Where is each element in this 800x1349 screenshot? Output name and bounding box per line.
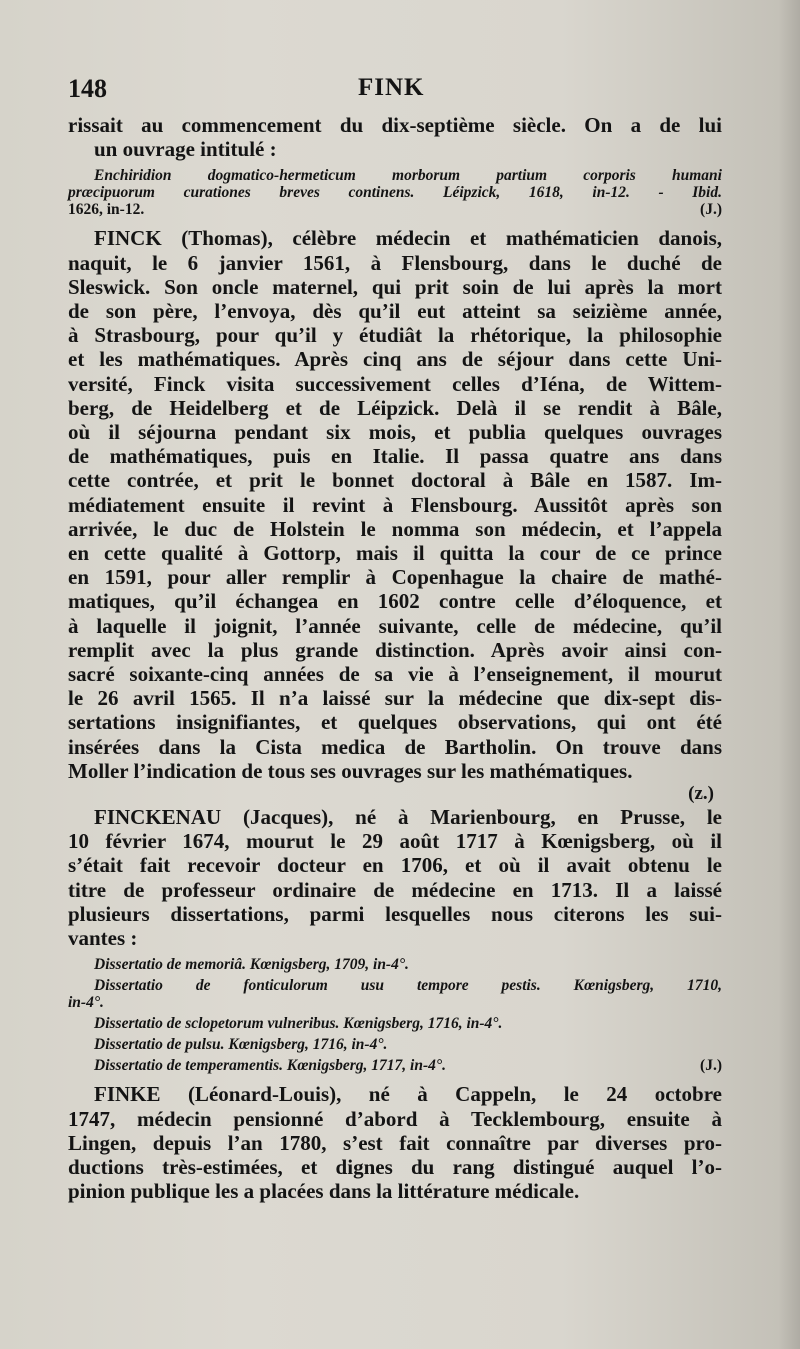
finck-line: berg, de Heidelberg et de Léipzick. Delà il se rendit à Bâle, xyxy=(68,395,722,420)
finck-line: en 1591, pour aller remplir à Copenhague la chaire de mathé- xyxy=(68,565,722,590)
finckenau-line: FINCKENAU (Jacques), né à Marienbourg, en Prusse, le xyxy=(94,805,722,830)
finckenau-line: plusieurs dissertations, parmi lesquelles nous citerons les sui- xyxy=(68,901,722,926)
finke-line: FINKE (Léonard-Louis), né à Cappeln, le 24 octobre xyxy=(94,1082,722,1107)
finck-line: arrivée, le duc de Holstein le nomma son médecin, et l’appela xyxy=(68,516,722,541)
finck-line: sacré soixante-cinq années de sa vie à l’enseignement, il mourut xyxy=(68,662,722,687)
intro-line: un ouvrage intitulé : xyxy=(94,137,277,162)
finckenau-line: s’était fait recevoir docteur en 1706, et où il avait obtenu le xyxy=(68,853,722,878)
finck-line: Sleswick. Son oncle maternel, qui prit soin de lui après la mort xyxy=(68,274,722,299)
finck-line: en cette qualité à Gottorp, mais il quitta la cour de ce prince xyxy=(68,541,722,566)
finck-line: et les mathématiques. Après cinq ans de séjour dans cette Uni- xyxy=(68,347,722,372)
finck-line: où il séjourna pendant six mois, et publia quelques ouvrages xyxy=(68,420,722,445)
finck-line: versité, Finck visita successivement celles d’Iéna, de Wittem- xyxy=(68,371,722,396)
reference-line: Enchiridion dogmatico-hermeticum morborum partium corporis humani xyxy=(94,167,722,185)
finckenau-line: 10 février 1674, mourut le 29 août 1717 à Kœnigsberg, où il xyxy=(68,829,722,854)
finke-line: ductions très-estimées, et dignes du rang distingué auquel l’o- xyxy=(68,1154,722,1179)
page-number: 148 xyxy=(68,74,107,103)
reference-text: Dissertatio de temperamentis. Kœnigsberg, 1717, in-4°. xyxy=(94,1057,446,1075)
finckenau-line: titre de professeur ordinaire de médecine en 1713. Il a laissé xyxy=(68,877,722,902)
reference-line: in-4°. xyxy=(68,994,104,1012)
reference-line: Dissertatio de fonticulorum usu tempore pestis. Kœnigsberg, 1710, xyxy=(94,977,722,995)
finke-line: Lingen, depuis l’an 1780, s’est fait connaître par diverses pro- xyxy=(68,1130,722,1155)
finck-line: de son père, l’envoya, dès qu’il eut atteint sa seizième année, xyxy=(68,299,722,324)
finck-line: cette contrée, et prit le bonnet doctoral à Bâle en 1587. Im- xyxy=(68,468,722,493)
finck-line: Moller l’indication de tous ses ouvrages sur les mathématiques. xyxy=(68,758,633,783)
page-body xyxy=(68,113,722,1203)
finck-line: naquit, le 6 janvier 1561, à Flensbourg, dans le duché de xyxy=(68,250,722,275)
author-mark: (J.) xyxy=(700,1057,722,1075)
reference-line xyxy=(68,1057,722,1074)
reference-line: præcipuorum curationes breves continens. Léipzick, 1618, in-12. - Ibid. xyxy=(68,184,722,202)
reference-line xyxy=(68,201,722,218)
finck-line: médiatement ensuite il revint à Flensbourg. Aussitôt après son xyxy=(68,492,722,517)
finck-line: à Strasbourg, pour qu’il y étudiât la rhétorique, la philosophie xyxy=(68,323,722,348)
finck-line: FINCK (Thomas), célèbre médecin et mathématicien danois, xyxy=(94,226,722,251)
reference-line: Dissertatio de pulsu. Kœnigsberg, 1716, in-4°. xyxy=(94,1036,388,1054)
reference-line: Dissertatio de memoriâ. Kœnigsberg, 1709, in-4°. xyxy=(94,956,409,974)
finck-line: de mathématiques, puis en Italie. Il passa quatre ans dans xyxy=(68,444,722,469)
finck-line: insérées dans la Cista medica de Bartholin. On trouve dans xyxy=(68,734,722,759)
finck-line: sertations insignifiantes, et quelques observations, qui ont été xyxy=(68,710,722,735)
page-edge-shadow xyxy=(778,0,800,1349)
finke-line: 1747, médecin pensionné d’abord à Tecklembourg, ensuite à xyxy=(68,1106,722,1131)
finck-line: remplit avec la plus grande distinction. Après avoir ainsi con- xyxy=(68,637,722,662)
finck-line: le 26 avril 1565. Il n’a laissé sur la médecine que dix-sept dis- xyxy=(68,686,722,711)
finke-line: pinion publique les a placées dans la littérature médicale. xyxy=(68,1179,580,1204)
author-mark: (z.) xyxy=(688,783,714,805)
finck-line: à laquelle il joignit, l’année suivante, celle de médecine, qu’il xyxy=(68,613,722,638)
reference-text: 1626, in-12. xyxy=(68,201,145,219)
intro-line: rissait au commencement du dix-septième siècle. On a de lui xyxy=(68,113,722,137)
reference-line: Dissertatio de sclopetorum vulneribus. Kœnigsberg, 1716, in-4°. xyxy=(94,1015,503,1033)
finckenau-line: vantes : xyxy=(68,926,138,951)
running-head: FINK xyxy=(358,74,425,101)
author-mark: (J.) xyxy=(700,201,722,219)
finck-line: matiques, qu’il échangea en 1602 contre celle d’éloquence, et xyxy=(68,589,722,614)
page-header xyxy=(68,74,722,108)
